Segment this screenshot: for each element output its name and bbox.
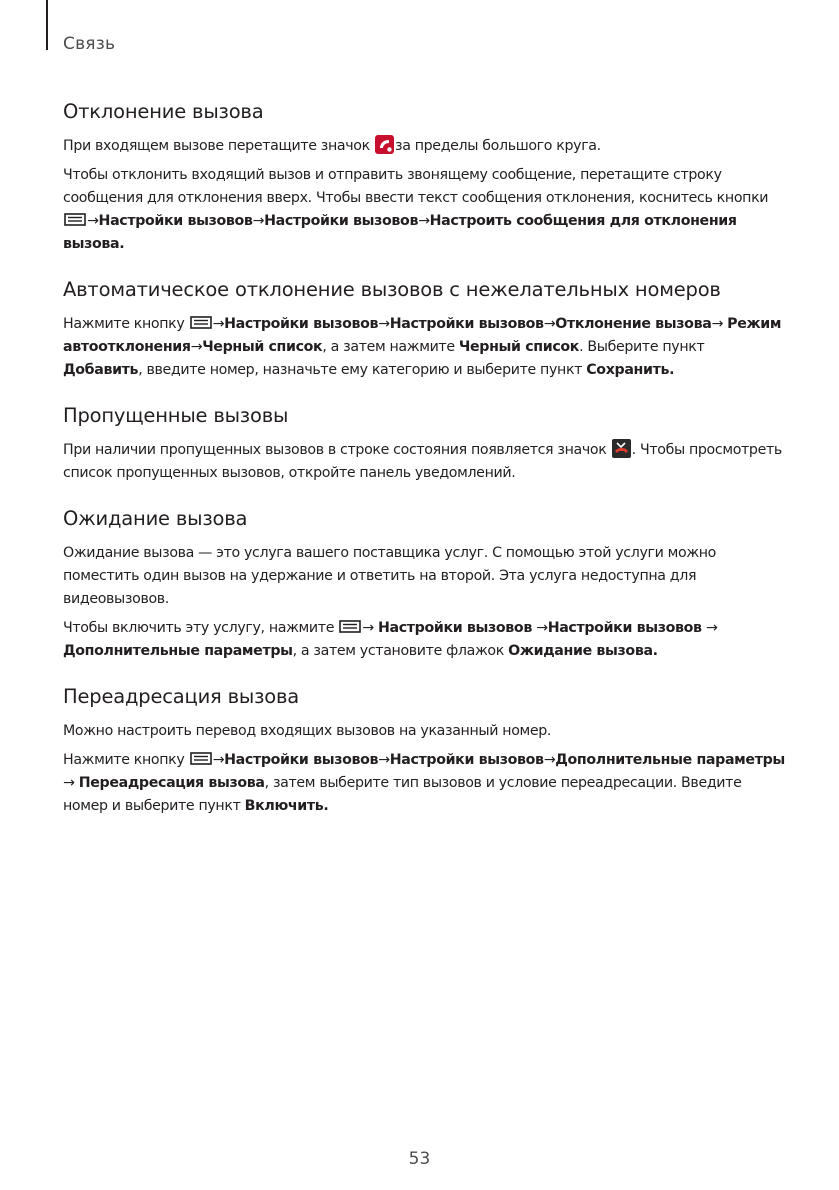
paragraph: При входящем вызове перетащите значок за пределы большого круга. [63,135,787,158]
section-title: Пропущенные вызовы [63,404,289,427]
paragraph: Чтобы отклонить входящий вызов и отправить звонящему сообщение, перетащите строку сообщения для отклонения вверх. Чтобы ввести текст сообщения отклонения, коснитесь кнопки →Настройки вызовов→Настройки вызовов→Настроить сообщения для отклонения вызова. [63,167,769,252]
menu-icon [190,752,212,765]
section-title: Переадресация вызова [63,685,300,708]
menu-icon [190,316,212,329]
content [63,100,787,840]
section-title: Автоматическое отклонение вызовов с нежелательных номеров [63,278,721,301]
paragraph: Можно настроить перевод входящих вызовов на указанный номер. [63,723,552,739]
section-label: Связь [63,34,116,54]
section-auto-reject [63,278,787,382]
reject-call-icon [375,135,394,154]
page-number: 53 [408,1149,431,1169]
section-call-waiting [63,507,787,663]
section-title: Отклонение вызова [63,100,264,123]
paragraph: При наличии пропущенных вызовов в строке состояния появляется значок . Чтобы просмотреть список пропущенных вызовов, откройте панель уведомлений. [63,439,787,485]
margin-rule [46,0,48,50]
menu-icon [339,620,361,633]
paragraph: Чтобы включить эту услугу, нажмите → Настройки вызовов →Настройки вызовов → Дополнительные параметры, а затем установите флажок Ожидание вызова. [63,620,718,659]
paragraph: Ожидание вызова — это услуга вашего поставщика услуг. С помощью этой услуги можно поместить один вызов на удержание и ответить на второй. Эта услуга недоступна для видеовызовов. [63,545,717,607]
paragraph: Нажмите кнопку →Настройки вызовов→Настройки вызовов→Отклонение вызова→ Режим автоотклонения→Черный список, а затем нажмите Черный список. Выберите пункт Добавить, введите номер, назначьте ему категорию и выберите пункт Сохранить. [63,316,782,378]
section-call-forwarding [63,685,787,818]
section-reject-call [63,100,787,256]
section-missed-calls [63,404,787,485]
missed-call-icon [612,439,631,458]
section-title: Ожидание вызова [63,507,248,530]
paragraph: Нажмите кнопку →Настройки вызовов→Настройки вызовов→Дополнительные параметры → Переадресация вызова, затем выберите тип вызовов и условие переадресации. Введите номер и выберите пункт Включить. [63,752,785,814]
menu-icon [64,213,86,226]
